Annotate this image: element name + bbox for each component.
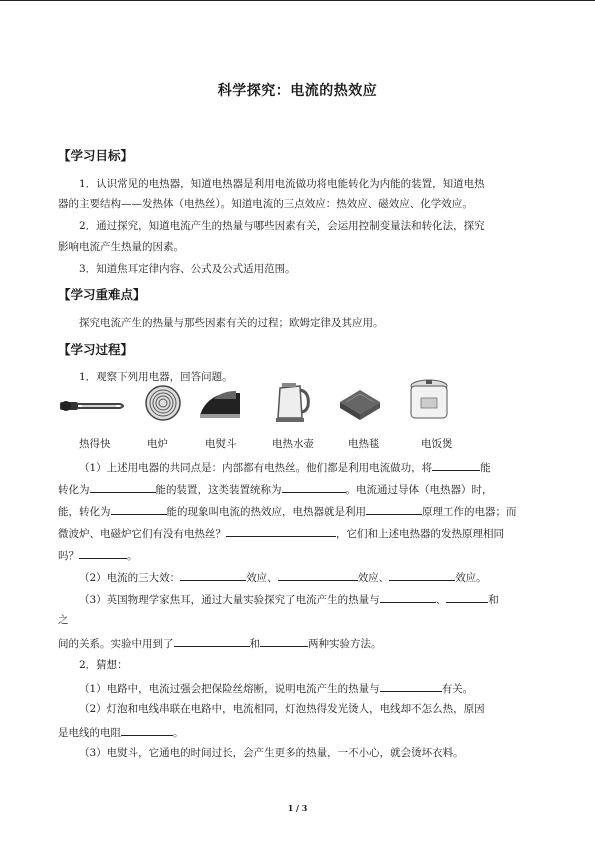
part-1-line-1: （1）上述用电器的共同点是：内部都有电热丝。他们都是利用电流做功，将 能 — [79, 459, 491, 475]
appliance-label-3: 电熨斗 — [205, 438, 237, 450]
part-1-line-5: 吗？ 。 — [58, 547, 138, 563]
question-2: 2．猜想： — [79, 659, 128, 671]
blank-energy-to[interactable] — [90, 481, 156, 493]
top-border-line — [0, 0, 595, 1]
blank-wire-resistance[interactable] — [121, 724, 173, 736]
section-heading-goals: 【学习目标】 — [58, 148, 134, 163]
part-1-line-2: 转化为 能的装置，这类装置统称为 。电流通过导体（电热器）时， — [58, 481, 493, 497]
appliance-label-5: 电热毯 — [348, 438, 380, 450]
blank-factor-2[interactable] — [446, 591, 488, 603]
page-title: 科学探究：电流的热效应 — [217, 83, 378, 99]
section-heading-key-points: 【学习重难点】 — [58, 287, 146, 302]
electric-kettle-icon — [274, 378, 312, 424]
section-heading-process: 【学习过程】 — [58, 342, 134, 357]
part-3-line-1: （3）英国物理学家焦耳，通过大量实验探究了电流产生的热量与 、 和 — [79, 591, 499, 607]
appliance-label-1: 热得快 — [79, 438, 111, 450]
electric-stove-icon — [143, 383, 183, 423]
part-3-line-2: 之 — [58, 614, 69, 626]
part-1-line-3: 能，转化为 能的现象叫电流的热效应，电热器就是利用 原理工作的电器；而 — [58, 503, 517, 519]
blank-effect-2[interactable] — [278, 569, 358, 581]
appliance-label-2: 电炉 — [147, 438, 168, 450]
blank-heating-wire[interactable] — [226, 525, 336, 537]
question-1: 1．观察下列用电器，回答问题。 — [79, 371, 233, 383]
blank-energy-converted[interactable] — [111, 503, 167, 515]
goal-3: 3．知道焦耳定律内容、公式及公式适用范围。 — [79, 263, 296, 275]
key-points-text: 探究电流产生的热量与那些因素有关的过程；欧姆定律及其应用。 — [79, 317, 384, 329]
page-number: 1 / 3 — [287, 803, 308, 813]
electric-iron-icon — [196, 385, 244, 421]
part-3-line-3: 间的关系。实验中用到了 和 两种实验方法。 — [58, 635, 382, 651]
blank-method-2[interactable] — [260, 635, 308, 647]
electric-blanket-icon — [336, 380, 384, 424]
blank-effect-3[interactable] — [389, 569, 455, 581]
appliance-label-4: 电热水壶 — [272, 438, 314, 450]
rice-cooker-icon — [406, 376, 452, 424]
guess-1: （1）电路中，电流过强会把保险丝熔断，说明电流产生的热量与 有关。 — [79, 680, 473, 696]
blank-same-principle[interactable] — [79, 547, 127, 559]
blank-energy-from[interactable] — [432, 459, 480, 471]
guess-2-line-2: 是电线的电阻 。 — [58, 724, 184, 740]
blank-factor-1[interactable] — [380, 591, 436, 603]
guess-2-line-1: （2）灯泡和电线串联在电路中，电流相同，灯泡热得发光烫人，电线却不怎么热，原因 — [79, 703, 485, 715]
blank-effect-1[interactable] — [180, 569, 246, 581]
goal-2-line-2: 影响电流产生热量的因素。 — [58, 241, 184, 253]
blank-principle[interactable] — [366, 503, 422, 515]
part-1-line-4: 微波炉、电磁炉它们有没有电热丝？ ，它们和上述电热器的发热原理相同 — [58, 525, 504, 541]
immersion-heater-icon — [58, 394, 128, 418]
goal-2-line-1: 2．通过探究，知道电流产生的热量与哪些因素有关，会运用控制变量法和转化法，探究 — [79, 220, 485, 232]
part-2: （2）电流的三大效： 效应、 效应、 效应。 — [79, 569, 487, 585]
blank-device-name[interactable] — [282, 481, 346, 493]
blank-method-1[interactable] — [174, 635, 250, 647]
goal-1-line-1: 1．认识常见的电热器，知道电热器是利用电流做功将电能转化为内能的装置，知道电热 — [79, 178, 485, 190]
goal-1-line-2: 器的主要结构——发热体（电热丝）。知道电流的三点效应：热效应、磁效应、化学效应。 — [58, 198, 473, 210]
appliance-label-6: 电饭煲 — [421, 438, 453, 450]
blank-guess-factor[interactable] — [380, 680, 442, 692]
guess-3: （3）电熨斗，它通电的时间过长，会产生更多的热量，一不小心，就会烫坏衣料。 — [79, 747, 464, 759]
